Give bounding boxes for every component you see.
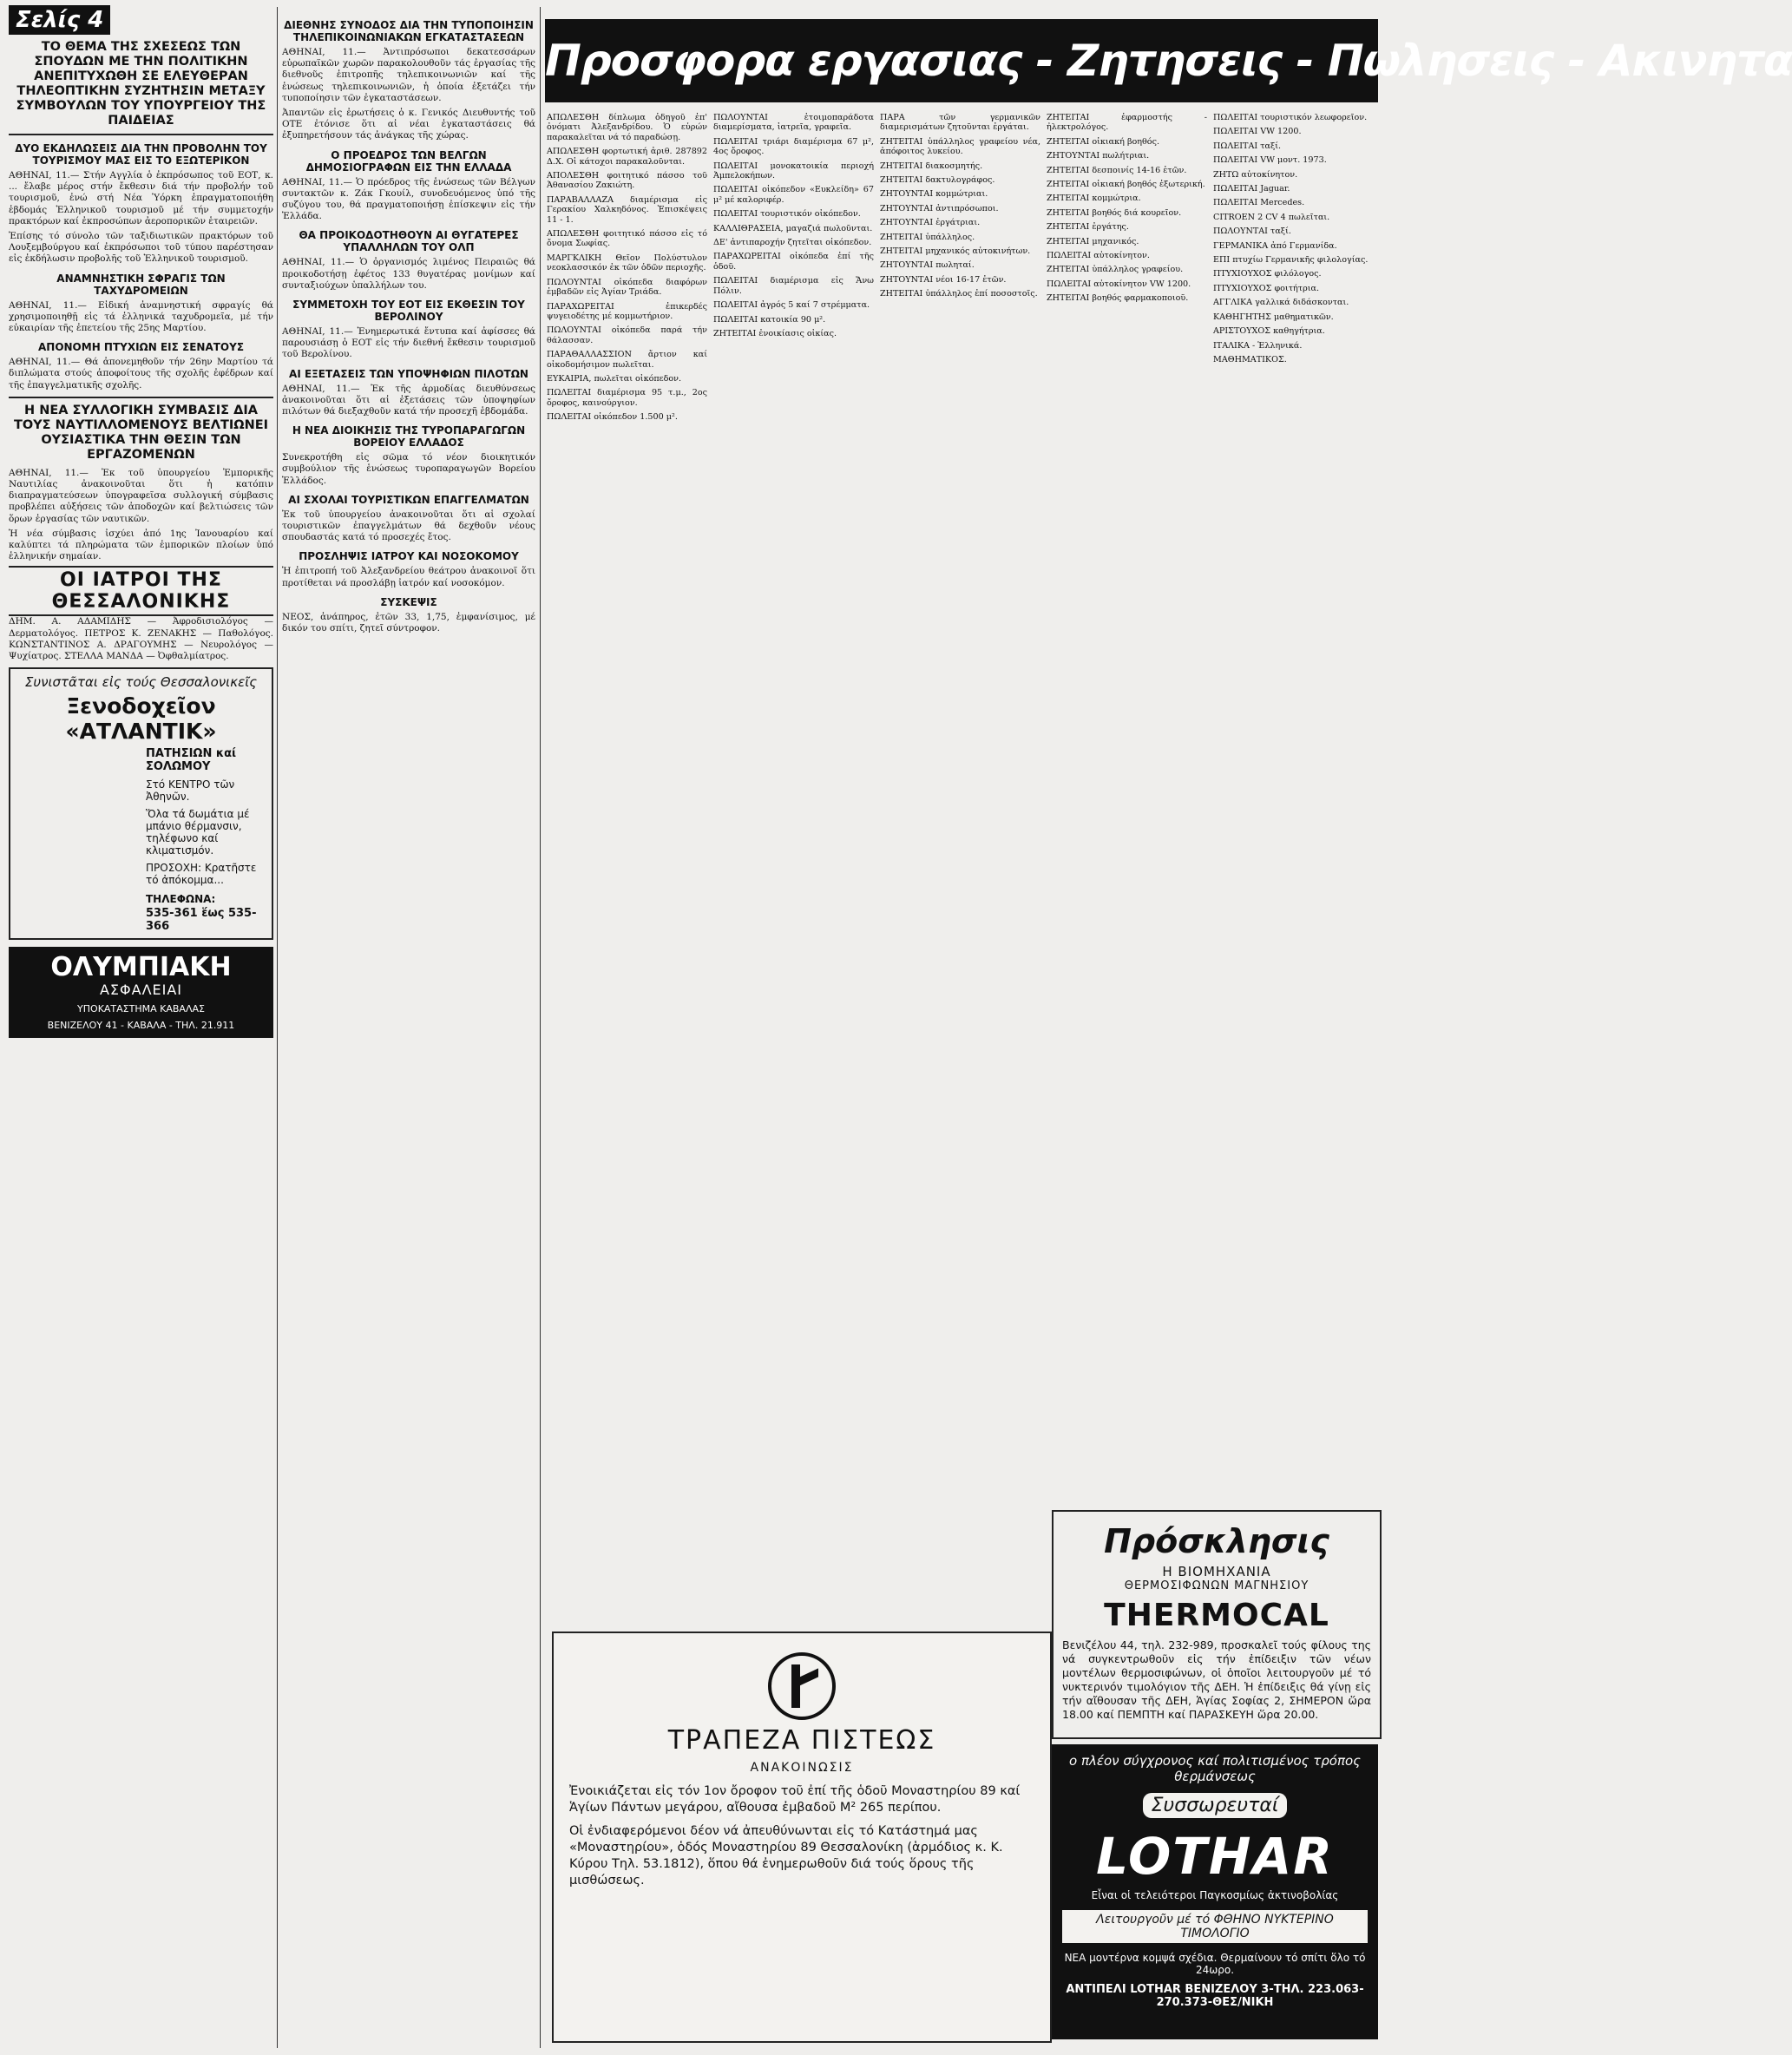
classified-ad: ΜΑΡΓΚΛΙΚΗ Θεῖον Πολύστυλον νεοκλασσικόν ἐκ τῶν ὁδῶν περιοχῆς. xyxy=(547,253,707,273)
classified-ad: ΠΩΛΟΥΝΤΑΙ οἰκόπεδα παρά τήν θάλασσαν. xyxy=(547,325,707,345)
classified-ad: ΖΗΤΟΥΝΤΑΙ πωληταί. xyxy=(880,260,975,271)
article-body: Ἐκ τοῦ ὑπουργείου ἀνακοινοῦται ὅτι αἱ σχολαί τουριστικῶν ἐπαγγελμάτων θά δεχθοῦν νέους σπουδαστάς κατά τό προσεχές ἔτος. xyxy=(282,509,535,543)
classified-ad: ΖΗΤΩ αὐτοκίνητον. xyxy=(1213,169,1298,180)
classified-ad: ΖΗΤΕΙΤΑΙ βοηθός διά κουρεῖον. xyxy=(1047,207,1182,218)
classified-ad: ΖΗΤΕΙΤΑΙ οἰκιακή βοηθός ἐξωτερική. xyxy=(1047,180,1205,190)
classified-ad: ΠΩΛΕΙΤΑΙ μονοκατοικία περιοχή Ἀμπελοκήπων. xyxy=(713,161,874,181)
classified-ad: ΠΑΡΑΧΩΡΕΙΤΑΙ ἐπικερδές ψυγειοδέτης μέ κομμωτήριον. xyxy=(547,301,707,321)
lothar-subtitle: ΝΕΑ μοντέρνα κομψά σχέδια. Θερμαίνουν τό σπίτι ὅλο τό 24ωρο. xyxy=(1064,1952,1366,1976)
article-headline: ΔΙΕΘΝΗΣ ΣΥΝΟΔΟΣ ΔΙΑ ΤΗΝ ΤΥΠΟΠΟΙΗΣΙΝ ΤΗΛΕΠΙΚΟΙΝΩΝΙΑΚΩΝ ΕΓΚΑΤΑΣΤΑΣΕΩΝ xyxy=(284,19,534,43)
classified-ad: ΑΠΩΛΕΣΘΗ δίπλωμα ὁδηγοῦ ἐπ' ὀνόματι Ἀλεξανδρίδου. Ὁ εὑρών παρακαλεῖται νά τό παραδώσῃ. xyxy=(547,113,707,142)
article-headline: ΔΥΟ ΕΚΔΗΛΩΣΕΙΣ ΔΙΑ ΤΗΝ ΠΡΟΒΟΛΗΝ ΤΟΥ ΤΟΥΡΙΣΜΟΥ ΜΑΣ ΕΙΣ ΤΟ ΕΞΩΤΕΡΙΚΟΝ xyxy=(15,142,267,167)
lothar-slogan: Λειτουργοῦν μέ τό ΦΘΗΝΟ ΝΥΚΤΕΡΙΝΟ ΤΙΜΟΛΟΓΙΟ xyxy=(1062,1910,1368,1943)
article-body: Ἀπαντῶν εἰς ἐρωτήσεις ὁ κ. Γενικός Διευθυντής τοῦ ΟΤΕ ἐτόνισε ὅτι αἱ νέαι ἐγκαταστάσεις θά ἐξυπηρετήσουν τάς ἀνάγκας τῆς χώρας. xyxy=(282,108,535,141)
classifieds-column xyxy=(547,113,707,1632)
classified-ad: ΠΩΛΕΙΤΑΙ τουριστικόν οἰκόπεδον. xyxy=(713,209,861,220)
classified-ad: ΠΑΡΑΒΑΛΛΑΖΑ διαμέρισμα εἰς Γερακίου Χαλκηδόνος. Ἐπισκέψεις 11 - 1. xyxy=(547,194,707,225)
divider xyxy=(9,134,273,135)
column-divider xyxy=(540,7,541,2048)
lothar-subtitle: Εἶναι οἱ τελειότεροι Παγκοσμίως ἀκτινοβολίας xyxy=(1091,1889,1339,1901)
classified-ad: ΖΗΤΕΙΤΑΙ ὑπάλληλος γραφείου νέα, ἀπόφοιτος λυκείου. xyxy=(880,136,1040,157)
article-headline: ΑΠΟΝΟΜΗ ΠΤΥΧΙΩΝ ΕΙΣ ΣΕΝΑΤΟΥΣ xyxy=(37,341,245,354)
article-body: ΑΘΗΝΑΙ, 11.— Ὁ πρόεδρος τῆς ἑνώσεως τῶν Βέλγων συντακτῶν κ. Ζάκ Γκουίλ, συνοδευόμενος ὑπό τῆς συζύγου του, θά πραγματοποιήσῃ ἐπίσκεψιν εἰς τήν Ἑλλάδα. xyxy=(282,176,535,222)
classified-ad: ΖΗΤΟΥΝΤΑΙ νέοι 16-17 ἐτῶν. xyxy=(880,274,1007,285)
classified-ad: ΖΗΤΕΙΤΑΙ οἰκιακή βοηθός. xyxy=(1047,136,1160,147)
classified-ad: ΕΠΙ πτυχίω Γερμανικῆς φιλολογίας. xyxy=(1213,255,1369,266)
column-divider xyxy=(277,7,278,2048)
article-headline: ΣΥΣΚΕΨΙΣ xyxy=(380,595,437,608)
classified-ad: ΠΩΛΕΙΤΑΙ αὐτοκίνητον VW 1200. xyxy=(1047,279,1191,289)
classified-ad: CITROEN 2 CV 4 πωλεῖται. xyxy=(1213,212,1330,222)
lothar-advertisement xyxy=(1052,1744,1378,2039)
classified-ad: ΠΩΛΕΙΤΑΙ ταξί. xyxy=(1213,141,1282,151)
classified-ad: ΖΗΤΕΙΤΑΙ ἐνοικίασις οἰκίας. xyxy=(713,328,837,338)
doctors-directory-text: ΔΗΜ. Α. ΑΔΑΜΙΔΗΣ — Ἀφροδισιολόγος — Δερματολόγος. ΠΕΤΡΟΣ Κ. ΖΕΝΑΚΗΣ — Παθολόγος. ΚΩΝΣΤΑΝΤΙΝΟΣ Α. ΔΡΑΓΟΥΜΗΣ — Νευρολόγος — Ψυχίατρος. ΣΤΕΛΛΑ ΜΑΝΔΑ — Ὀφθαλμίατρος. xyxy=(9,616,273,662)
classified-ad: ΕΥΚΑΙΡΙΑ, πωλεῖται οἰκόπεδον. xyxy=(547,373,682,384)
news-column-left xyxy=(9,5,273,2052)
hotel-advertisement xyxy=(9,667,273,940)
bank-announcement-title: ΑΝΑΚΟΙΝΩΣΙΣ xyxy=(750,1761,854,1775)
hotel-center: Στό ΚΕΝΤΡΟ τῶν Ἀθηνῶν. xyxy=(146,778,235,804)
article-body: Ἡ νέα σύμβασις ἰσχύει ἀπό 1ης Ἰανουαρίου καί καλύπτει τά πληρώματα τῶν ἐμπορικῶν πλοίων ὑπό ἑλληνικήν σημαίαν. xyxy=(9,528,273,562)
classified-ad: ΠΩΛΕΙΤΑΙ τουριστικόν λεωφορεῖον. xyxy=(1213,113,1368,122)
insurance-address: ΒΕΝΙΖΕΛΟΥ 41 - ΚΑΒΑΛΑ - ΤΗΛ. 21.911 xyxy=(47,1020,235,1032)
article-headline: ΑΙ ΕΞΕΤΑΣΕΙΣ ΤΩΝ ΥΠΟΨΗΦΙΩΝ ΠΙΛΟΤΩΝ xyxy=(289,367,528,380)
article-headline: ΑΙ ΣΧΟΛΑΙ ΤΟΥΡΙΣΤΙΚΩΝ ΕΠΑΓΓΕΛΜΑΤΩΝ xyxy=(288,493,529,506)
classified-ad: ΖΗΤΟΥΝΤΑΙ πωλήτριαι. xyxy=(1047,151,1150,161)
article-headline: ΑΝΑΜΝΗΣΤΙΚΗ ΣΦΡΑΓΙΣ ΤΩΝ ΤΑΧΥΔΡΟΜΕΙΩΝ xyxy=(56,272,226,297)
bank-announcement xyxy=(552,1632,1052,2043)
insurance-brand: ΟΛΥΜΠΙΑΚΗ xyxy=(50,952,232,983)
classified-ad: ΠΩΛΕΙΤΑΙ οἰκόπεδον 1.500 μ². xyxy=(547,412,678,423)
hotel-notice: ΠΡΟΣΟΧΗ: Κρατῆστε τό ἀπόκομμα... xyxy=(146,862,257,887)
classified-ad: ΙΤΑΛΙΚΑ - Ἑλληνικά. xyxy=(1213,340,1303,351)
classified-ad: ΖΗΤΕΙΤΑΙ ἐφαρμοστής - ἠλεκτρολόγος. xyxy=(1047,113,1207,133)
article-headline: Η ΝΕΑ ΣΥΛΛΟΓΙΚΗ ΣΥΜΒΑΣΙΣ ΔΙΑ ΤΟΥΣ ΝΑΥΤΙΛΛΟΜΕΝΟΥΣ ΒΕΛΤΙΩΝΕΙ ΟΥΣΙΑΣΤΙΚΑ ΤΗΝ ΘΕΣΙΝ ΤΩΝ ΕΡΓΑΖΟΜΕΝΩΝ xyxy=(13,403,269,462)
article-body: ΑΘΗΝΑΙ, 11.— Ὁ ὀργανισμός λιμένος Πειραιῶς θά προικοδοτήσῃ ἐφέτος 133 θυγατέρας μονίμων καί συνταξιούχων ὑπαλλήλων του. xyxy=(282,257,535,291)
classified-ad: ΠΩΛΟΥΝΤΑΙ ταξί. xyxy=(1213,227,1291,237)
lothar-brand: LOTHAR xyxy=(1096,1827,1334,1886)
insurance-branch: ΥΠΟΚΑΤΑΣΤΗΜΑ ΚΑΒΑΛΑΣ xyxy=(77,1003,205,1015)
news-column-middle xyxy=(282,12,535,2052)
classified-ad: ΑΠΟΛΕΣΘΗ φοιτητικό πάσσο τοῦ Ἀθανασίου Ζακιώτη. xyxy=(547,171,707,191)
classified-ad: ΑΓΓΛΙΚΑ γαλλικά διδάσκονται. xyxy=(1213,298,1349,308)
page-number-banner: Σελίς 4 xyxy=(9,5,110,35)
bank-announcement-text: Οἱ ἐνδιαφερόμενοι δέον νά ἀπευθύνωνται εἰς τό Κατάστημά μας «Μοναστηρίου», ὁδός Μοναστηρίου 89 Θεσσαλονίκη (ἁρμόδιος κ. Κ. Κύρου Τηλ. 53.1812), ὅπου θά ἐνημερωθοῦν διά τούς ὅρους τῆς μισθώσεως. xyxy=(569,1824,1003,1888)
article-body: ΑΘΗΝΑΙ, 11.— Ἀντιπρόσωποι δεκατεσσάρων εὐρωπαϊκῶν χωρῶν παρακολουθοῦν τάς ἐργασίας τῆς διεθνοῦς ἐπιτροπῆς τηλεπικοινωνιῶν καί τῆς ἑνώσεως τηλεπικοινωνιῶν, ἡ ὁποία ἐξετάζει τήν τυποποίησιν τῶν ἐγκαταστάσεων. xyxy=(282,47,535,103)
classified-ad: ΖΗΤΕΙΤΑΙ ὑπάλληλος ἐπί ποσοστοῖς. xyxy=(880,289,1038,299)
invitation-title: Πρόσκλησις xyxy=(1104,1522,1329,1560)
article-body: Ἡ ἐπιτροπή τοῦ Ἀλεξανδρείου θεάτρου ἀνακοινοῖ ὅτι προτίθεται νά προσλάβῃ ἰατρόν καί νοσοκόμον. xyxy=(282,566,535,588)
article-body: Συνεκροτήθη εἰς σῶμα τό νέον διοικητικόν συμβούλιον τῆς ἑνώσεως τυροπαραγωγῶν Βορείου Ἑλλάδος. xyxy=(282,452,535,486)
classified-ad: ΠΩΛΕΙΤΑΙ διαμέρισμα εἰς Ἄνω Πόλιν. xyxy=(713,276,874,296)
article-body: Ἐπίσης τό σύνολο τῶν ταξιδιωτικῶν πρακτόρων τοῦ Λουξεμβούργου καί ἐκπρόσωποι τοῦ τύπου παρέστησαν εἰς ἐκδήλωσιν προβολῆς τοῦ Ἑλληνικοῦ τουρισμοῦ. xyxy=(9,231,273,265)
invitation-brand: THERMOCAL xyxy=(1104,1598,1329,1633)
classified-ad: ΖΗΤΕΙΤΑΙ μηχανικός αὐτοκινήτων. xyxy=(880,246,1031,257)
classified-ad: ΠΩΛΕΙΤΑΙ VW 1200. xyxy=(1213,127,1302,137)
thermocal-invitation xyxy=(1052,1510,1382,1739)
hotel-phones: 535-361 ἕως 535-366 xyxy=(146,907,257,934)
invitation-line: ΘΕΡΜΟΣΙΦΩΝΩΝ ΜΑΓΝΗΣΙΟΥ xyxy=(1124,1579,1310,1592)
article-headline: Η ΝΕΑ ΔΙΟΙΚΗΣΙΣ ΤΗΣ ΤΥΡΟΠΑΡΑΓΩΓΩΝ ΒΟΡΕΙΟΥ ΕΛΛΑΔΟΣ xyxy=(292,424,526,450)
classified-ad: ΚΑΛΛΙΘΡΑΣΕΙΑ, μαγαζιά πωλοῦνται. xyxy=(713,223,873,233)
classified-ad: ΖΗΤΕΙΤΑΙ διακοσμητής. xyxy=(880,161,983,171)
insurance-subtitle: ΑΣΦΑΛΕΙΑΙ xyxy=(99,982,183,999)
hotel-name: Ξενοδοχεῖον «ΑΤΛΑΝΤΙΚ» xyxy=(65,693,217,745)
article-headline: ΠΡΟΣΛΗΨΙΣ ΙΑΤΡΟΥ ΚΑΙ ΝΟΣΟΚΟΜΟΥ xyxy=(299,550,519,563)
bank-announcement-text: Ἐνοικιάζεται εἰς τόν 1ον ὄροφον τοῦ ἐπί τῆς ὁδοῦ Μοναστηρίου 89 καί Ἁγίων Πάντων μεγάρου, αἴθουσα ἐμβαδοῦ Μ² 265 περίπου. xyxy=(569,1784,1021,1815)
classified-ad: ΠΩΛΕΙΤΑΙ κατοικία 90 μ². xyxy=(713,314,826,325)
doctors-directory-title: ΟΙ ΙΑΤΡΟΙ ΤΗΣ ΘΕΣΣΑΛΟΝΙΚΗΣ xyxy=(9,566,273,616)
lothar-tagline: ο πλέον σύγχρονος καί πολιτισμένος τρόπος θερμάνσεως xyxy=(1069,1753,1361,1784)
divider xyxy=(9,397,273,398)
insurance-advertisement xyxy=(9,947,273,1038)
classified-ad: ΠΑΡΑ τῶν γερμανικῶν διαμερισμάτων ζητοῦνται ἐργάται. xyxy=(880,113,1040,133)
lothar-address: ΑΝΤΙΠΕΛΙ LOTHAR ΒΕΝΙΖΕΛΟΥ 3-ΤΗΛ. 223.063-270.373-ΘΕΣ/ΝΙΚΗ xyxy=(1066,1983,1364,2009)
classified-ad: ΜΑΘΗΜΑΤΙΚΟΣ. xyxy=(1213,354,1287,364)
classified-ad: ΠΑΡΑΧΩΡΕΙΤΑΙ οἰκόπεδα ἐπί τῆς ὁδοῦ. xyxy=(713,252,874,272)
article-body: ΑΘΗΝΑΙ, 11.— Θά ἀπονεμηθοῦν τήν 26ην Μαρτίου τά διπλώματα στούς ἀποφοίτους τῆς σχολῆς ἐφέδρων καί τῆς ἐπαγγελματικῆς σχολῆς. xyxy=(9,357,273,391)
article-body: ΑΘΗΝΑΙ, 11.— Ἐνημερωτικά ἔντυπα καί ἀφίσσες θά παρουσιάσῃ ὁ ΕΟΤ εἰς τήν διεθνή ἔκθεσιν τουρισμοῦ τοῦ Βερολίνου. xyxy=(282,326,535,360)
classified-ad: ΠΩΛΕΙΤΑΙ ἀγρός 5 καί 7 στρέμματα. xyxy=(713,300,870,311)
classified-ad: ΑΠΩΛΕΣΘΗ φοιτητικό πάσσο εἰς τό ὄνομα Σωφίας. xyxy=(547,229,707,249)
bank-logo-icon xyxy=(768,1652,836,1720)
classified-ad: ΓΕΡΜΑΝΙΚΑ ἀπό Γερμανίδα. xyxy=(1213,240,1337,251)
article-headline: ΣΥΜΜΕΤΟΧΗ ΤΟΥ ΕΟΤ ΕΙΣ ΕΚΘΕΣΙΝ ΤΟΥ ΒΕΡΟΛΙΝΟΥ xyxy=(292,299,525,324)
article-body: ΑΘΗΝΑΙ, 11.— Ἐκ τοῦ ὑπουργείου Ἐμπορικῆς Ναυτιλίας ἀνακοινοῦται ὅτι ἡ κατόπιν διαπραγματεύσεων ὑπογραφεῖσα συλλογική σύμβασις προβλέπει αὐξήσεις τῶν ἀποδοχῶν καί βελτιώσεις τῶν ὅρων ἐργασίας τῶν ναυτικῶν. xyxy=(9,467,273,524)
article-body: ΑΘΗΝΑΙ, 11.— Ἐκ τῆς ἁρμοδίας διευθύνσεως ἀνακοινοῦται ὅτι αἱ ἐξετάσεις τῶν ὑποψηφίων πιλότων θά διεξαχθοῦν κατά τήν προσεχῆ ἑβδομάδα. xyxy=(282,383,535,417)
invitation-text: Βενιζέλου 44, τηλ. 232-989, προσκαλεῖ τούς φίλους της νά συγκεντρωθοῦν εἰς τήν ἐπίδειξιν τῶν νέων μοντέλων θερμοσιφώνων, οἱ ὁποῖοι λειτουργοῦν μέ τό νυκτερινόν τιμολόγιον τῆς ΔΕΗ. Ἡ ἐπίδειξις θά γίνῃ εἰς τήν αἴθουσαν τῆς ΔΕΗ, Ἁγίας Σοφίας 2, ΣΗΜΕΡΟΝ ὥρα 18.00 καί ΠΕΜΠΤΗ καί ΠΑΡΑΣΚΕΥΗ ὥρα 20.00. xyxy=(1062,1638,1371,1721)
hotel-phones-label: ΤΗΛΕΦΩΝΑ: xyxy=(146,893,216,906)
hotel-address: ΠΑΤΗΣΙΩΝ καί ΣΟΛΩΜΟΥ xyxy=(146,747,237,774)
classified-ad: ΖΗΤΕΙΤΑΙ δεσποινίς 14-16 ἐτῶν. xyxy=(1047,165,1187,175)
classified-ad: ΖΗΤΕΙΤΑΙ ὑπάλληλος γραφείου. xyxy=(1047,265,1184,275)
classified-ad: ΑΡΙΣΤΟΥΧΟΣ καθηγήτρια. xyxy=(1213,326,1325,337)
invitation-line: Η ΒΙΟΜΗΧΑΝΙΑ xyxy=(1162,1564,1271,1579)
article-body: ΑΘΗΝΑΙ, 11.— Στήν Αγγλία ὁ ἐκπρόσωπος τοῦ ΕΟΤ, κ. ... ἔλαβε μέρος στήν ἔκθεσιν διά τήν προβολήν τοῦ τουρισμοῦ, ἐνώ στή Νέα Ὑόρκη ἐπραγματοποιήθη ἑβδομάς Ἑλληνικοῦ τουρισμοῦ μέ τήν συμμετοχήν πρακτόρων καί ἐκπροσώπων ἀεροπορικῶν ἑταιρειῶν. xyxy=(9,170,273,227)
classified-ad: ΠΩΛΕΙΤΑΙ Jaguar. xyxy=(1213,184,1290,194)
classified-ad: ΠΩΛΕΙΤΑΙ VW μοντ. 1973. xyxy=(1213,155,1327,166)
classified-ad: ΠΩΛΕΙΤΑΙ τριάρι διαμέρισμα 67 μ², 4ος ὄροφος. xyxy=(713,136,874,157)
classified-ad: ΖΗΤΕΙΤΑΙ μηχανικός. xyxy=(1047,236,1139,246)
classified-ad: ΖΗΤΕΙΤΑΙ βοηθός φαρμακοποιοῦ. xyxy=(1047,293,1189,304)
article-body: ΑΘΗΝΑΙ, 11.— Εἰδική ἀναμνηστική σφραγίς θά χρησιμοποιηθῇ εἰς τά ἑλληνικά ταχυδρομεῖα, μέ τήν εὐκαιρίαν τῆς ἐπετείου τῆς 25ης Μαρτίου. xyxy=(9,299,273,334)
classified-ad: ΠΩΛΟΥΝΤΑΙ οἰκόπεδα διαφόρων ἐμβαδῶν εἰς Ἀγίαν Τριάδα. xyxy=(547,277,707,298)
classified-ad: ΖΗΤΕΙΤΑΙ κομμώτρια. xyxy=(1047,194,1141,204)
classifieds-column xyxy=(880,113,1040,1632)
classified-ad: ΖΗΤΟΥΝΤΑΙ ἀντιπρόσωποι. xyxy=(880,203,999,213)
classified-ad: ΑΠΩΛΕΣΘΗ φορτωτική ἀριθ. 287892 Δ.Χ. Οἱ κάτοχοι παρακαλοῦνται. xyxy=(547,147,707,167)
classified-ad: ΖΗΤΟΥΝΤΑΙ κομμώτριαι. xyxy=(880,189,988,200)
classified-ad: ΖΗΤΕΙΤΑΙ ὑπάλληλος. xyxy=(880,232,975,242)
classified-ad: ΠΤΥΧΙΟΥΧΟΣ φοιτήτρια. xyxy=(1213,283,1319,293)
classified-ad: ΚΑΘΗΓΗΤΗΣ μαθηματικῶν. xyxy=(1213,312,1334,322)
classifieds-banner: Προσφορα εργασιας - Ζητησεις - Πωλησεις - Ακινητα xyxy=(545,19,1378,102)
classified-ad: ΖΗΤΟΥΝΤΑΙ ἐργάτριαι. xyxy=(880,218,981,228)
classified-ad: ΔΕ' ἀντιπαροχήν ζητεῖται οἰκόπεδον. xyxy=(713,238,872,248)
lothar-tag: Συσσωρευταί xyxy=(1143,1793,1288,1818)
classified-ad: ΠΤΥΧΙΟΥΧΟΣ φιλόλογος. xyxy=(1213,269,1322,279)
classified-ad: ΠΩΛΕΙΤΑΙ οἰκόπεδον «Ευκλείδη» 67 μ² μέ καλοριφέρ. xyxy=(713,185,874,205)
classified-ad: ΖΗΤΕΙΤΑΙ ἐργάτης. xyxy=(1047,222,1129,233)
bank-name: ΤΡΑΠΕΖΑ ΠΙΣΤΕΩΣ xyxy=(667,1725,936,1756)
classified-ad: ΠΩΛΕΙΤΑΙ διαμέρισμα 95 τ.μ., 2ος ὄροφος, καινούργιον. xyxy=(547,388,707,408)
classified-ad: ΠΑΡΑΘΑΛΛΑΣΣΙΟΝ ἄρτιον καί οἰκοδομήσιμον πωλεῖται. xyxy=(547,350,707,370)
hotel-rooms: Ὅλα τά δωμάτια μέ μπάνιο θέρμανσιν, τηλέφωνο καί κλιματισμόν. xyxy=(146,808,250,857)
classifieds-column xyxy=(713,113,874,1632)
article-headline: ΘΑ ΠΡΟΙΚΟΔΟΤΗΘΟΥΝ ΑΙ ΘΥΓΑΤΕΡΕΣ ΥΠΑΛΛΗΛΩΝ ΤΟΥ ΟΛΠ xyxy=(299,229,519,254)
article-body: ΝΕΟΣ, ἀνάπηρος, ἐτῶν 33, 1,75, ἐμφανίσιμος, μέ δικόν του σπίτι, ζητεῖ σύντροφον. xyxy=(282,611,535,634)
lead-headline: ΤΟ ΘΕΜΑ ΤΗΣ ΣΧΕΣΕΩΣ ΤΩΝ ΣΠΟΥΔΩΝ ΜΕ ΤΗΝ ΠΟΛΙΤΙΚΗΝ ΑΝΕΠΙΤΥΧΩΘΗ ΣΕ ΕΛΕΥΘΕΡΑΝ ΤΗΛΕΟΠΤΙΚΗΝ ΣΥΖΗΤΗΣΙΝ ΜΕΤΑΞΥ ΣΥΜΒΟΥΛΩΝ ΤΟΥ ΥΠΟΥΡΓΕΙΟΥ ΤΗΣ ΠΑΙΔΕΙΑΣ xyxy=(16,40,266,128)
hotel-intro: Συνιστᾶται εἰς τούς Θεσσαλονικεῖς xyxy=(24,674,258,691)
classified-ad: ΖΗΤΕΙΤΑΙ δακτυλογράφος. xyxy=(880,175,995,186)
classified-ad: ΠΩΛΕΙΤΑΙ Mercedes. xyxy=(1213,198,1305,208)
article-headline: Ο ΠΡΟΕΔΡΟΣ ΤΩΝ ΒΕΛΓΩΝ ΔΗΜΟΣΙΟΓΡΑΦΩΝ ΕΙΣ ΤΗΝ ΕΛΛΑΔΑ xyxy=(305,148,512,174)
classifieds-column xyxy=(1047,113,1207,1501)
classified-ad: ΠΩΛΟΥΝΤΑΙ ἑτοιμοπαράδοτα διαμερίσματα, ἰατρεῖα, γραφεῖα. xyxy=(713,113,874,133)
classified-ad: ΠΩΛΕΙΤΑΙ αὐτοκίνητον. xyxy=(1047,251,1150,261)
